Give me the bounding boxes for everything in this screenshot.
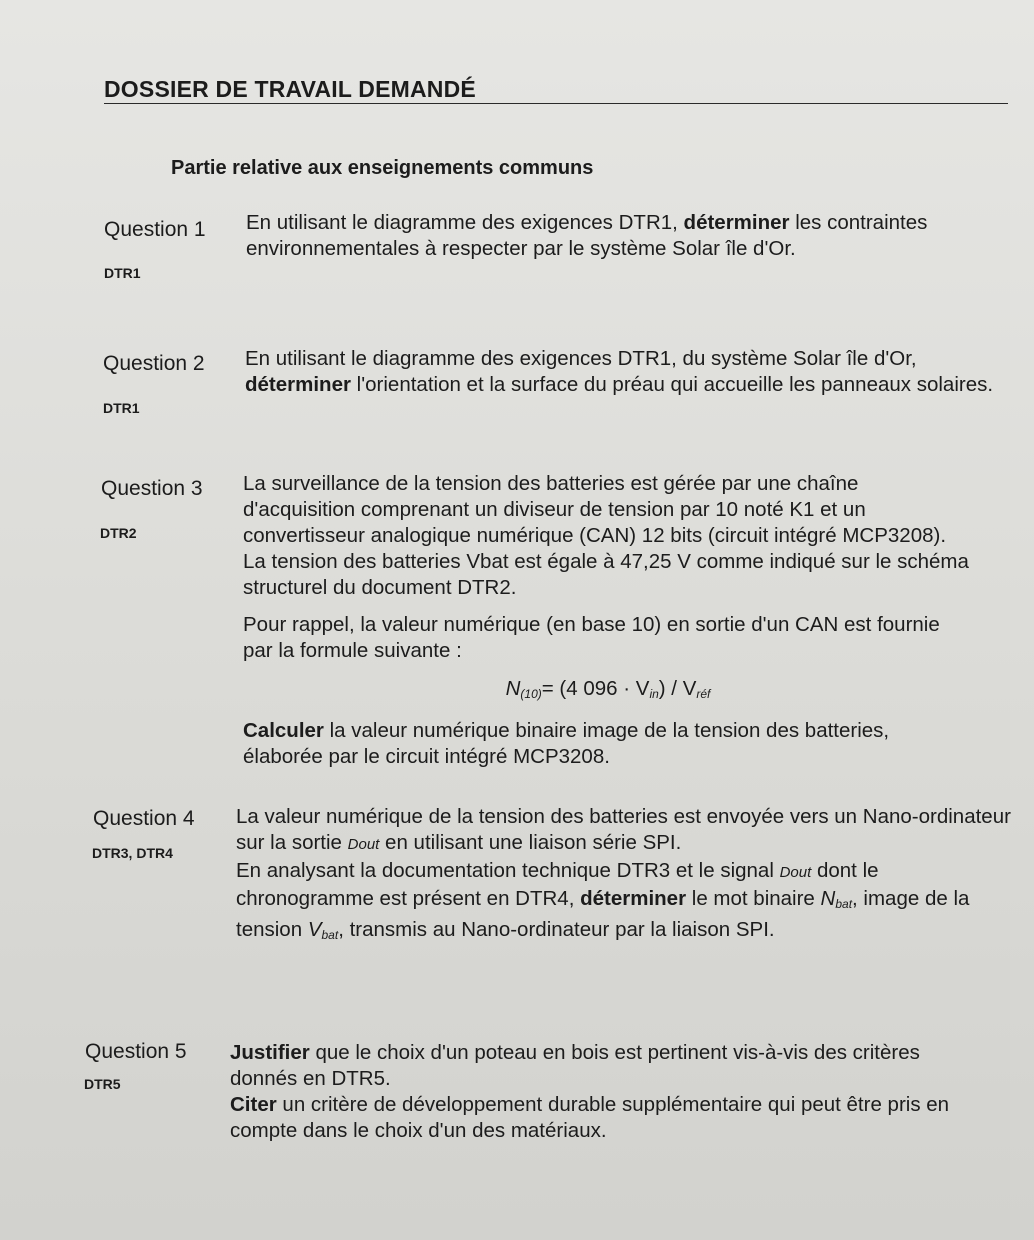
- question-1-ref: DTR1: [104, 265, 141, 281]
- question-1-text: En utilisant le diagramme des exigences DTR1, déterminer les contraintes environnementales à respecter par le système Solar île d'Or.: [246, 211, 928, 260]
- question-5-ref: DTR5: [84, 1076, 121, 1092]
- title-underline: [104, 103, 1008, 104]
- formula: $N_{(10)}= (4$ $096 \cdot V_{in}) / V_{réf}$: [505, 677, 711, 701]
- question-4-label: Question 4: [93, 807, 195, 830]
- question-5-text: Justifier que le choix d'un poteau en bois est pertinent vis-à-vis des critères donnés en DTR5. Citer un critère de développement durable supplémentaire qui peut être pris en compte dans le choix d'un des matériaux.: [230, 1041, 950, 1142]
- question-2-label: Question 2: [103, 352, 205, 375]
- question-3-paragraph-1: La surveillance de la tension des batteries est gérée par une chaîne d'acquisition comprenant un diviseur de tension par 10 noté K1 et un convertisseur analogique numérique (CAN) 12 bits (circuit intégré MCP3208). La tension des batteries Vbat est égale à 47,25 V comme indiqué sur le schéma structurel du document DTR2.: [243, 472, 969, 599]
- question-3-text: [243, 471, 973, 770]
- question-3-instruction: Calculer la valeur numérique binaire image de la tension des batteries, élaborée par le circuit intégré MCP3208.: [243, 719, 890, 768]
- question-3-ref: DTR2: [100, 525, 137, 541]
- page-title: DOSSIER DE TRAVAIL DEMANDÉ: [104, 76, 476, 102]
- question-5-label: Question 5: [85, 1040, 187, 1063]
- question-2-ref: DTR1: [103, 400, 140, 416]
- question-4-ref: DTR3, DTR4: [92, 845, 173, 861]
- question-4-text: La valeur numérique de la tension des batteries est envoyée vers un Nano-ordinateur sur la sortie Dout en utilisant une liaison série SPI. En analysant la documentation technique DTR3 et le signal Dout dont le chronogramme est présent en DTR4, déterminer le mot binaire $N_{bat}$, image de la tension $V_{bat}$, transmis au Nano-ordinateur par la liaison SPI.: [236, 805, 1011, 942]
- question-3-label: Question 3: [101, 477, 203, 500]
- question-3-paragraph-2: Pour rappel, la valeur numérique (en base 10) en sortie d'un CAN est fournie par la formule suivante :: [243, 613, 940, 662]
- section-title: Partie relative aux enseignements communs: [171, 157, 594, 179]
- question-2-text: En utilisant le diagramme des exigences DTR1, du système Solar île d'Or, déterminer l'orientation et la surface du préau qui accueille les panneaux solaires.: [245, 347, 994, 396]
- question-1-label: Question 1: [104, 218, 206, 241]
